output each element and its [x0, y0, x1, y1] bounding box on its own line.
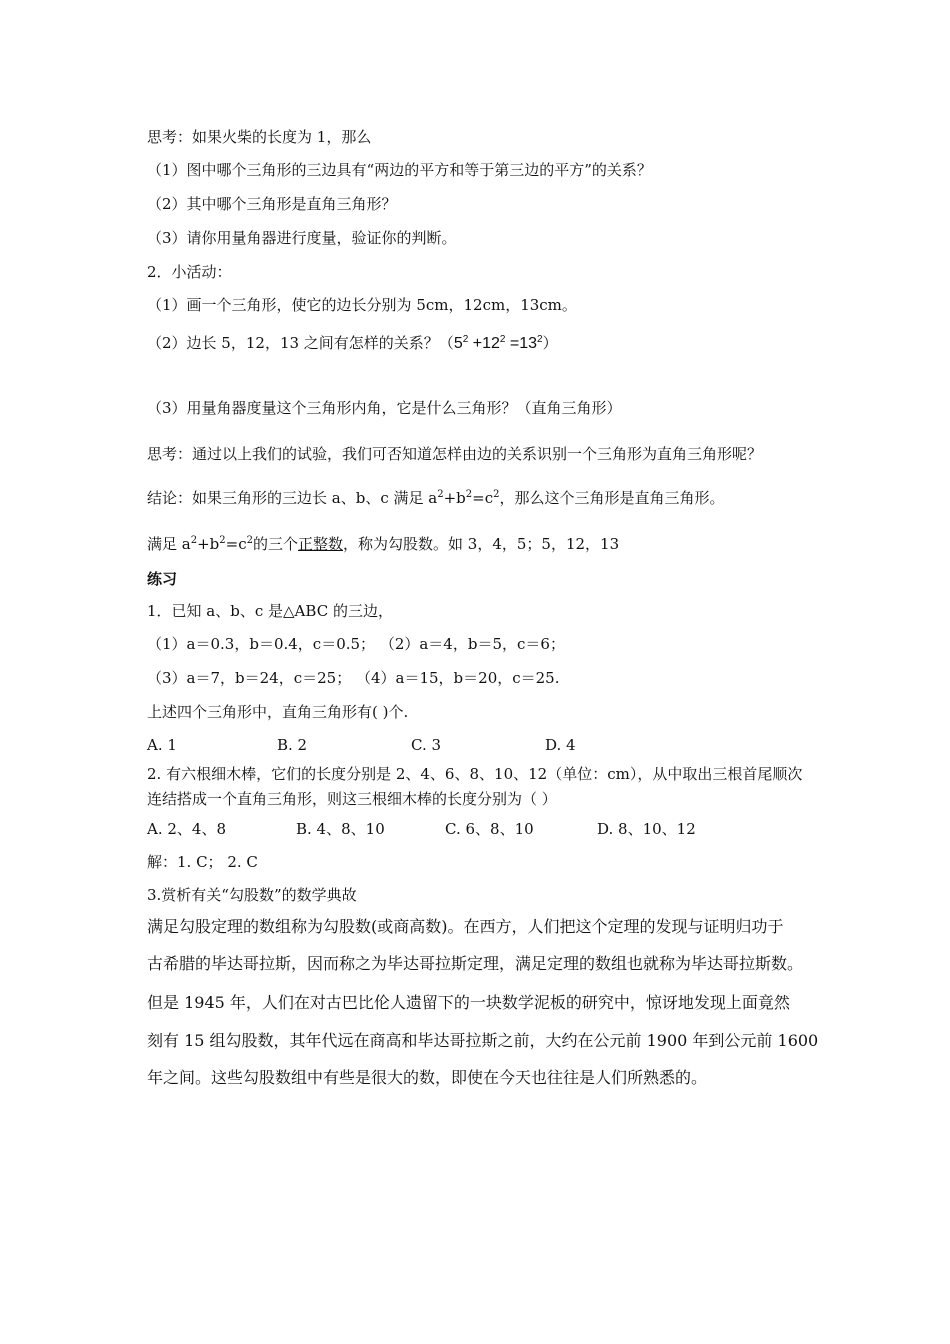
practice-1-question: 上述四个三角形中，直角三角形有( )个.: [147, 703, 409, 721]
story-line-1: 满足勾股定理的数组称为勾股数(或商高数)。在西方，人们把这个定理的发现与证明归功于: [147, 917, 784, 936]
p1-option-d: D. 4: [545, 736, 576, 754]
practice-1: 1．已知 a、b、c 是△ABC 的三边，: [147, 602, 393, 620]
practice-2-line-1: 2. 有六根细木棒，它们的长度分别是 2、4、6、8、10、12（单位：cm），从中取出三根首尾顺次: [147, 765, 803, 783]
think-intro: 思考：如果火柴的长度为 1，那么: [147, 128, 372, 146]
activity-step-1: （1）画一个三角形，使它的边长分别为 5cm，12cm，13cm。: [147, 296, 577, 314]
p2-option-b: B. 4、8、10: [296, 820, 385, 838]
activity-step-2-text: （2）边长 5，12，13 之间有怎样的关系？（: [147, 334, 454, 352]
underlined-term: 正整数: [298, 535, 344, 553]
practice-1-line-1: （1）a＝0.3，b＝0.4，c＝0.5； （2）a＝4，b＝5，c＝6；: [147, 635, 565, 653]
story-line-2: 古希腊的毕达哥拉斯，因而称之为毕达哥拉斯定理，满足定理的数组也就称为毕达哥拉斯数。: [147, 954, 804, 973]
think-question-3: （3）请你用量角器进行度量，验证你的判断。: [147, 229, 457, 247]
think-question-1: （1）图中哪个三角形的三边具有“两边的平方和等于第三边的平方”的关系？: [147, 161, 652, 179]
conclusion: 结论：如果三角形的三边长 a、b、c 满足 $a^2+b^2=c^2$，那么这个三角形是直角三角形。: [147, 489, 725, 507]
story-line-4: 刻有 15 组勾股数，其年代远在商高和毕达哥拉斯之前，大约在公元前 1900 年到公元前 1600: [147, 1031, 819, 1050]
p1-option-c: C. 3: [411, 736, 442, 754]
story-line-5: 年之间。这些勾股数组中有些是很大的数，即使在今天也往往是人们所熟悉的。: [147, 1068, 708, 1087]
think-2: 思考：通过以上我们的试验，我们可否知道怎样由边的关系识别一个三角形为直角三角形呢？: [147, 445, 763, 463]
pythagorean-equation: $5^2 +12^2 =13^2$: [453, 334, 543, 352]
practice-1-line-2: （3）a＝7，b＝24，c＝25； （4）a＝15，b＝20，c＝25.: [147, 669, 560, 687]
definition: 满足 $a^2+b^2=c^2$的三个正整数，称为勾股数。如 3，4，5；5，12，13: [147, 535, 620, 553]
practice-heading: 练习: [147, 570, 178, 588]
activity-step-3: （3）用量角器度量这个三角形内角，它是什么三角形？（直角三角形）: [147, 399, 622, 417]
p1-option-a: A. 1: [147, 736, 177, 754]
p2-option-c: C. 6、8、10: [445, 820, 534, 838]
p2-option-a: A. 2、4、8: [147, 820, 226, 838]
activity-title: 2．小活动：: [147, 263, 232, 281]
p1-option-b: B. 2: [277, 736, 308, 754]
story-title: 3.赏析有关“勾股数”的数学典故: [147, 886, 357, 904]
p2-option-d: D. 8、10、12: [597, 820, 696, 838]
answer: 解：1. C； 2. C: [147, 853, 258, 871]
activity-step-2: （2）边长 5，12，13 之间有怎样的关系？$(5^2 +12^2 =13^2)$: [147, 334, 558, 352]
story-line-3: 但是 1945 年，人们在对古巴比伦人遗留下的一块数学泥板的研究中，惊讶地发现上面竟然: [147, 993, 790, 1012]
practice-2-line-2: 连结搭成一个直角三角形，则这三根细木棒的长度分别为（ ）: [147, 790, 557, 808]
think-question-2: （2）其中哪个三角形是直角三角形？: [147, 195, 397, 213]
